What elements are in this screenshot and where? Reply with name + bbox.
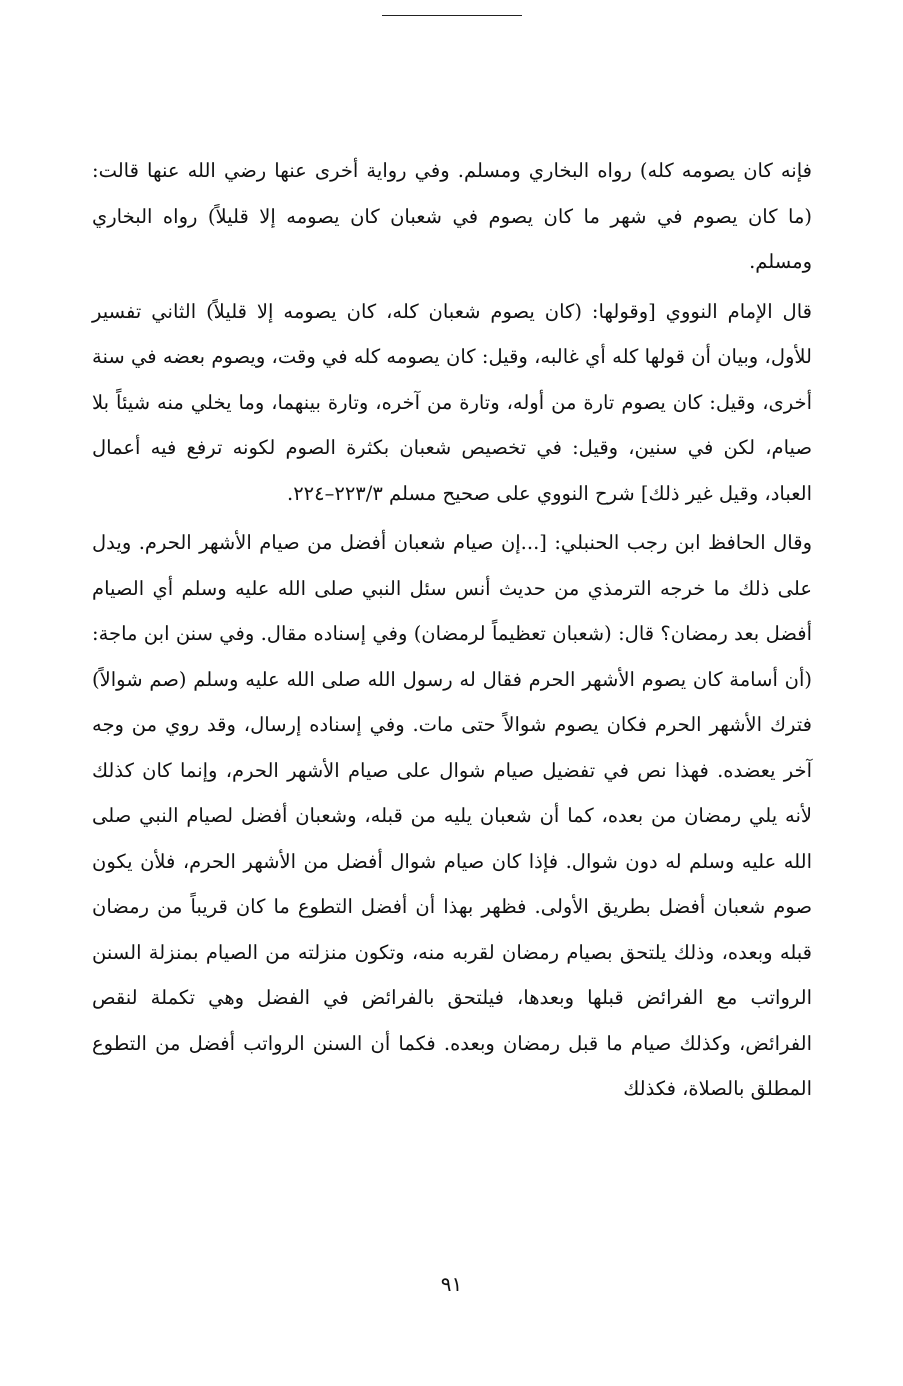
paragraph-ibn-rajab-quote: وقال الحافظ ابن رجب الحنبلي: [...إن صيام شعبان أفضل من صيام الأشهر الحرم. ويدل على ذلك ما خرجه الترمذي من حديث أنس سئل النبي صلى الله عليه وسلم أي الصيام أفضل بعد رمضان؟ قال: (شعبان تعظيماً لرمضان) وفي إسناده مقال. وفي سنن ابن ماجة: (أن أسامة كان يصوم الأشهر الحرم فقال له رسول الله صلى الله عليه وسلم (صم شوالاً) فترك الأشهر الحرم فكان يصوم شوالاً حتى مات. وفي إسناده إرسال، وقد روي من وجه آخر يعضده. فهذا نص في تفضيل صيام شوال على صيام الأشهر الحرم، وإنما كان كذلك لأنه يلي رمضان من بعده، كما أن شعبان يليه من قبله، وشعبان أفضل لصيام النبي صلى الله عليه وسلم له دون شوال. فإذا كان صيام شوال أفضل من الأشهر الحرم، فلأن يكون صوم شعبان أفضل بطريق الأولى. فظهر بهذا أن أفضل التطوع ما كان قريباً من رمضان قبله وبعده، وذلك يلتحق بصيام رمضان لقربه منه، وتكون منزلته من الصيام بمنزلة السنن الرواتب مع الفرائض قبلها وبعدها، فيلتحق بالفرائض في الفضل وهي تكملة لنقص الفرائض، وكذلك صيام ما قبل رمضان وبعده. فكما أن السنن الرواتب أفضل من التطوع المطلق بالصلاة، فكذلك xyxy=(92,531,812,1100)
paragraph-nawawi-commentary: قال الإمام النووي [وقولها: (كان يصوم شعبان كله، كان يصومه إلا قليلاً) الثاني تفسير للأول، وبيان أن قولها كله أي غالبه، وقيل: كان يصومه كله في وقت، ويصوم بعضه في سنة أخرى، وقيل: كان يصوم تارة من أوله، وتارة من آخره، وتارة بينهما، وما يخلي منه شيئاً بلا صيام، لكن في سنين، وقيل: في تخصيص شعبان بكثرة الصوم لكونه ترفع فيه أعمال العباد، وقيل غير ذلك] شرح النووي على صحيح مسلم ٢٢٣/٣–٢٢٤. xyxy=(92,299,812,505)
page-number: ٩١ xyxy=(440,1272,463,1296)
document-body xyxy=(92,148,812,1112)
paragraph-aisha-hadith: فإنه كان يصومه كله) رواه البخاري ومسلم. وفي رواية أخرى عنها رضي الله عنها قالت: (ما كان يصوم في شهر ما كان يصوم في شعبان كان يصومه إلا قليلاً) رواه البخاري ومسلم. xyxy=(92,159,812,273)
header-rule xyxy=(382,15,522,16)
